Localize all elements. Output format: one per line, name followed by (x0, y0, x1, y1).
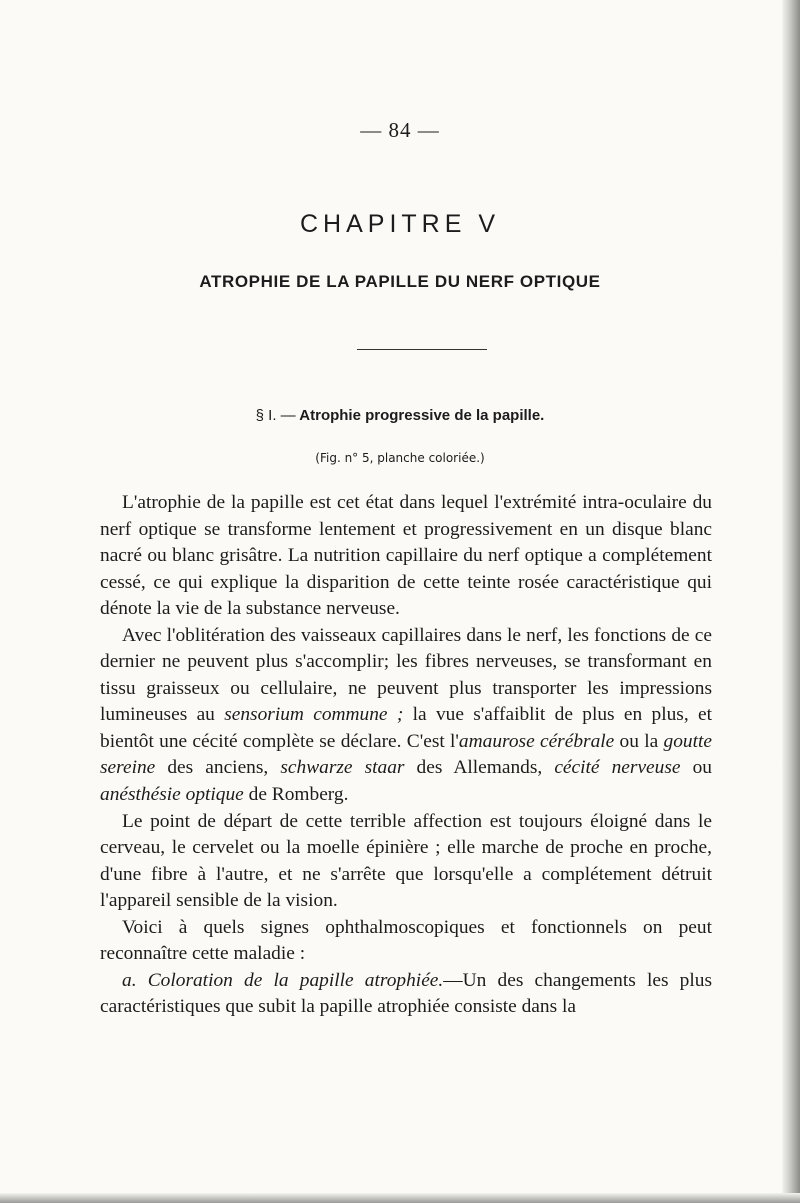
text-run: L'atrophie de la papille est cet état dans lequel l'extrémité intra-oculaire du nerf optique se transforme lentement et progressivement en un disque blanc nacré ou blanc grisâtre. La nutrition capillaire du nerf optique a complétement cessé, ce qui explique la disparition de cette teinte rosée caractéristique qui dénote la vie de la substance nerveuse. (100, 492, 712, 620)
text-run: —Un des changements les plus caractéristiques que subit la papille atrophiée consiste dans la (100, 969, 713, 1018)
text-run: la vue s'affaiblit de plus en plus, et bientôt une cécité complète se déclare. C'est l' (100, 704, 712, 752)
chapter-heading: CHAPITRE V (299, 210, 501, 238)
paragraph (100, 623, 712, 809)
title-divider (357, 349, 487, 350)
italic-term: schwarze staar (280, 757, 405, 779)
italic-term: anésthésie optique (100, 784, 244, 806)
italic-term: Coloration de la papille atrophiée. (147, 969, 444, 991)
section-title-text: Atrophie progressive de la papille. (299, 407, 545, 424)
text-run: Le point de départ de cette terrible affection est toujours éloigné dans le cerveau, le cervelet ou la moelle épinière ; elle marche de proche en proche, d'une fibre à l'autre, et ne s'arrête que lorsqu'elle a complétement détruit l'appareil sensible de la vision. (100, 810, 712, 912)
paragraph (100, 915, 712, 968)
section-title (0, 407, 800, 424)
paragraph (100, 968, 712, 1021)
text-run: ou la (614, 730, 664, 752)
text-run: des anciens, (155, 757, 281, 779)
text-run: des Allemands, (404, 757, 555, 779)
italic-term: amaurose cérébrale (458, 730, 615, 752)
paragraph (100, 809, 712, 915)
chapter-title: ATROPHIE DE LA PAPILLE DU NERF OPTIQUE (199, 272, 601, 291)
figure-note: (Fig. n° 5, planche coloriée.) (315, 451, 485, 465)
list-marker: a. (122, 969, 148, 991)
text-run: ou (680, 757, 712, 779)
section-mark: § I. — (255, 407, 296, 424)
text-run: Voici à quels signes ophthalmoscopiques et fonctionnels on peut reconnaître cette maladie : (100, 916, 712, 965)
page-bottom-edge (0, 1193, 800, 1203)
italic-term: goutte sereine (100, 730, 712, 779)
italic-term: cécité nerveuse (554, 757, 681, 779)
italic-term: sensorium commune ; (224, 704, 404, 726)
body-text (100, 490, 712, 1021)
text-run: Avec l'oblitération des vaisseaux capillaires dans le nerf, les fonctions de ce dernier ne peuvent plus s'accomplir; les fibres nerveuses, se transformant en tissu graisseux ou cellulaire, ne peuvent plus transporter les impressions lumineuses au (100, 624, 712, 726)
page-number: — 84 — (360, 118, 440, 142)
paragraph (100, 490, 712, 623)
page-edge-shadow (782, 0, 800, 1203)
text-run: de Romberg. (243, 784, 349, 806)
